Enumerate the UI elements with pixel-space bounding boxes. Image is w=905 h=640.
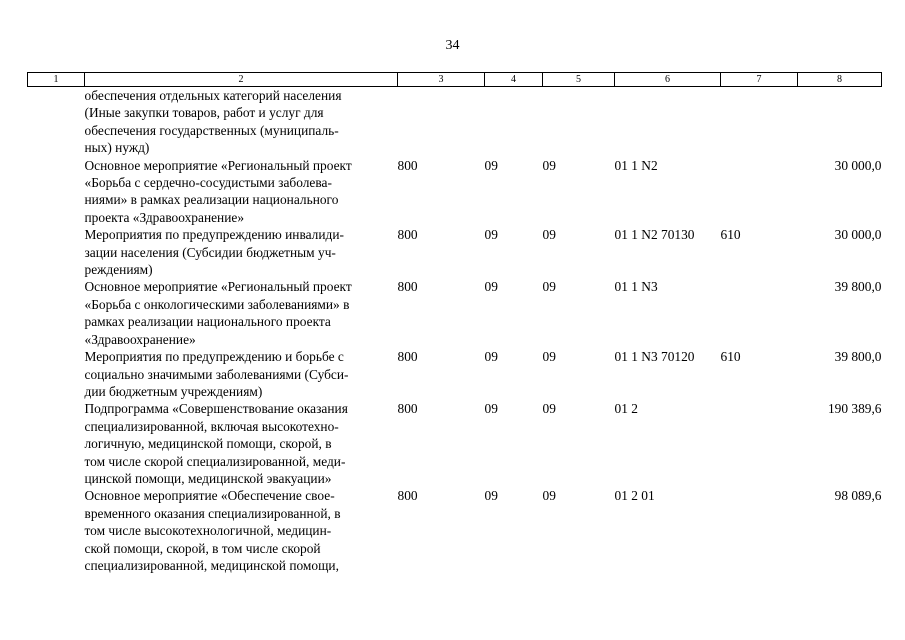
cell-expense-type <box>721 487 798 574</box>
cell-expense-type <box>721 278 798 348</box>
table-row <box>28 278 882 348</box>
cell-item-name <box>85 278 398 348</box>
item-name-line: реждениям) <box>84 262 153 278</box>
cell-item-name <box>85 157 398 227</box>
table-row <box>28 87 882 157</box>
page-number: 34 <box>445 38 460 53</box>
item-name-line: «Борьба с онкологическими заболеваниями» в <box>84 296 350 312</box>
cell-subsection: 09 <box>542 279 556 295</box>
item-name-line: «Здравоохранение» <box>84 331 196 347</box>
item-name-line: том числе высокотехнологичной, медицин- <box>84 523 332 539</box>
item-name-line: Мероприятия по предупреждению инвалиди- <box>84 227 344 243</box>
cell-section <box>485 87 543 157</box>
header-col-1: 1 <box>28 73 85 87</box>
cell-target-article: 01 2 01 <box>614 488 655 504</box>
header-col-2: 2 <box>85 73 398 87</box>
cell-section: 09 <box>484 227 498 243</box>
table-row <box>28 157 882 227</box>
cell-amount <box>798 87 882 157</box>
item-name-line: рамках реализации национального проекта <box>84 314 331 330</box>
header-col-4: 4 <box>485 73 543 87</box>
cell-code-3: 800 <box>397 279 418 295</box>
cell-code-3: 800 <box>397 227 418 243</box>
item-name-line: ниями» в рамках реализации национального <box>84 192 339 208</box>
item-name-line: специализированной, медицинской помощи, <box>84 557 339 573</box>
cell-item-name <box>85 348 398 400</box>
cell-target-article: 01 2 <box>614 401 638 417</box>
cell-amount: 190 389,6 <box>827 401 882 417</box>
cell-index <box>28 278 85 348</box>
item-name-line: Основное мероприятие «Региональный проект <box>84 157 352 173</box>
cell-expense-type <box>721 157 798 227</box>
cell-amount: 39 800,0 <box>834 279 882 295</box>
item-name-line: Основное мероприятие «Региональный проект <box>84 279 352 295</box>
cell-subsection: 09 <box>542 227 556 243</box>
cell-section: 09 <box>484 349 498 365</box>
header-col-5: 5 <box>543 73 615 87</box>
item-name-line: ных) нужд) <box>84 140 150 156</box>
cell-amount: 30 000,0 <box>834 157 882 173</box>
item-name-line: дии бюджетным учреждениям) <box>84 383 263 399</box>
cell-index <box>28 226 85 278</box>
header-col-8: 8 <box>798 73 882 87</box>
item-name-line: логичную, медицинской помощи, скорой, в <box>84 436 332 452</box>
cell-target-article: 01 1 N3 <box>614 279 658 295</box>
item-name-line: Мероприятия по предупреждению и борьбе с <box>84 349 344 365</box>
budget-table <box>27 72 882 574</box>
cell-subsection: 09 <box>542 488 556 504</box>
cell-subsection <box>543 87 615 157</box>
item-name-line: обеспечения отдельных категорий населения <box>84 88 342 103</box>
table-row <box>28 348 882 400</box>
cell-item-name <box>85 87 398 157</box>
item-name-line: ской помощи, скорой, в том числе скорой <box>84 540 321 556</box>
cell-code-3: 800 <box>397 349 418 365</box>
header-col-7: 7 <box>721 73 798 87</box>
cell-target-article: 01 1 N2 70130 <box>614 227 695 243</box>
table-row <box>28 400 882 487</box>
cell-section: 09 <box>484 279 498 295</box>
table-row <box>28 487 882 574</box>
item-name-line: специализированной, включая высокотехно- <box>84 418 339 434</box>
cell-amount: 30 000,0 <box>834 227 882 243</box>
cell-amount: 98 089,6 <box>834 488 882 504</box>
item-name-line: (Иные закупки товаров, работ и услуг для <box>84 105 324 121</box>
cell-item-name <box>85 400 398 487</box>
item-name-line: зации населения (Субсидии бюджетным уч- <box>84 244 336 260</box>
cell-subsection: 09 <box>542 157 556 173</box>
cell-item-name <box>85 226 398 278</box>
cell-expense-type <box>721 400 798 487</box>
cell-amount: 39 800,0 <box>834 349 882 365</box>
cell-target-article: 01 1 N2 <box>614 157 658 173</box>
item-name-line: обеспечения государственных (муниципаль- <box>84 122 339 138</box>
cell-index <box>28 348 85 400</box>
item-name-line: цинской помощи, медицинской эвакуации» <box>84 470 332 486</box>
item-name-line: Подпрограмма «Совершенствование оказания <box>84 401 348 417</box>
cell-target-article <box>615 87 721 157</box>
item-name-line: Основное мероприятие «Обеспечение свое- <box>84 488 335 504</box>
item-name-line: социально значимыми заболеваниями (Субси- <box>84 366 349 382</box>
cell-expense-type: 610 <box>720 227 741 243</box>
header-col-6: 6 <box>615 73 721 87</box>
cell-index <box>28 487 85 574</box>
cell-subsection: 09 <box>542 349 556 365</box>
cell-expense-type: 610 <box>720 349 741 365</box>
item-name-line: «Борьба с сердечно-сосудистыми заболева- <box>84 175 332 191</box>
table-row <box>28 226 882 278</box>
cell-code-3 <box>398 87 485 157</box>
header-col-3: 3 <box>398 73 485 87</box>
cell-subsection: 09 <box>542 401 556 417</box>
cell-code-3: 800 <box>397 157 418 173</box>
cell-target-article: 01 1 N3 70120 <box>614 349 695 365</box>
cell-index <box>28 157 85 227</box>
cell-index <box>28 400 85 487</box>
column-number-header <box>28 73 882 87</box>
cell-section: 09 <box>484 157 498 173</box>
cell-section: 09 <box>484 401 498 417</box>
cell-item-name <box>85 487 398 574</box>
cell-code-3: 800 <box>397 488 418 504</box>
cell-expense-type <box>721 87 798 157</box>
item-name-line: проекта «Здравоохранение» <box>84 209 245 225</box>
item-name-line: временного оказания специализированной, в <box>84 505 341 521</box>
cell-section: 09 <box>484 488 498 504</box>
item-name-line: том числе скорой специализированной, меди- <box>84 453 346 469</box>
cell-code-3: 800 <box>397 401 418 417</box>
cell-index <box>28 87 85 157</box>
